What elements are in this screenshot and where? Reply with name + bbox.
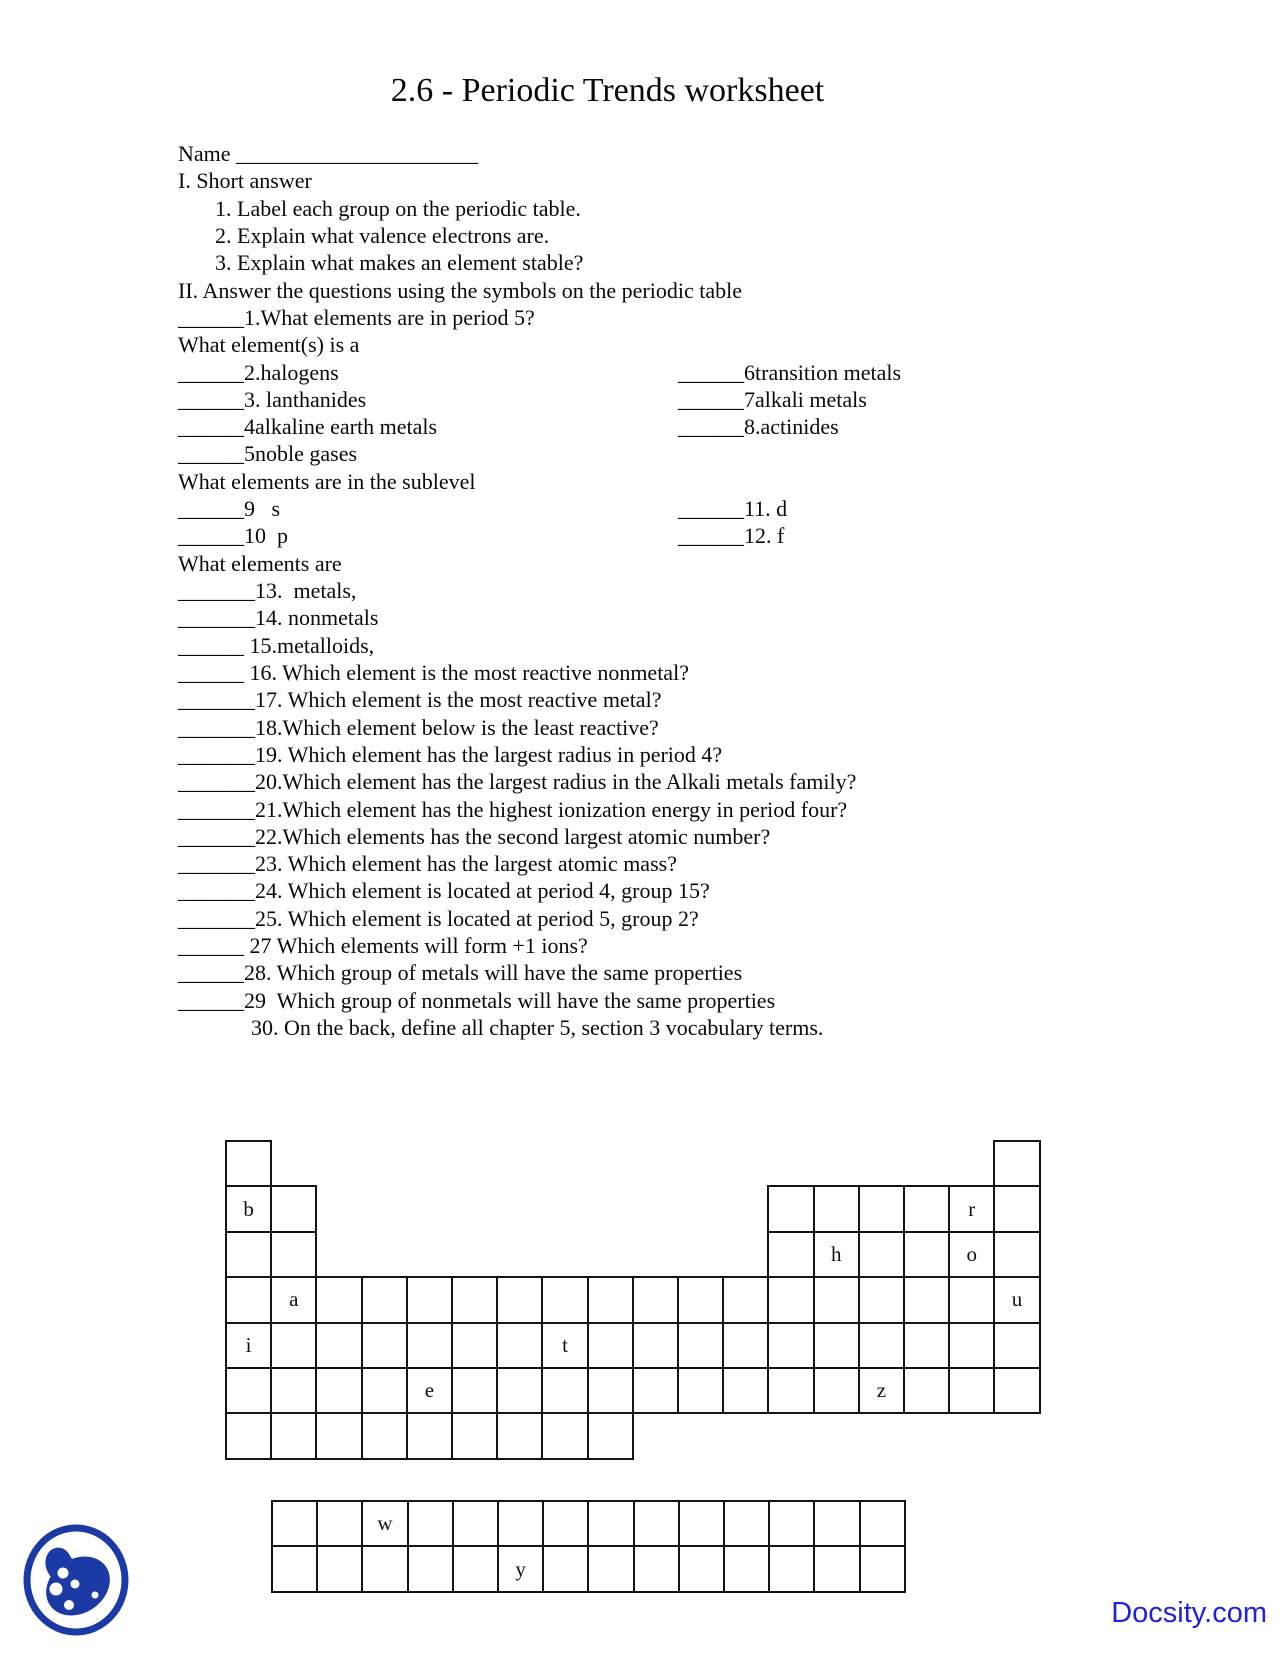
element-cell [496,1412,543,1459]
element-cell [722,1322,769,1369]
worksheet-line [178,522,1238,549]
line-text: ______ 27 Which elements will form +1 ions? [178,933,588,959]
line-text: What elements are [178,550,342,576]
element-cell [948,1276,995,1323]
line-text: 2. Explain what valence electrons are. [215,222,550,248]
line-text: ______9 s [178,496,281,522]
element-cell [858,1322,905,1369]
line-text: ______10 p [178,523,288,549]
element-cell [678,1545,725,1592]
line-text: _______25. Which element is located at period 5, group 2? [178,905,699,931]
worksheet-line [178,440,1238,467]
worksheet-line [178,577,1238,604]
element-cell [767,1276,814,1323]
worksheet-line [178,277,1238,304]
element-cell [993,1367,1040,1414]
element-cell [993,1231,1040,1278]
element-cell [993,1140,1040,1187]
element-cell [903,1231,950,1278]
element-cell-o: o [948,1231,995,1278]
element-cell [452,1545,499,1592]
element-cell [361,1276,408,1323]
element-cell [993,1322,1040,1369]
worksheet-line [178,140,1238,167]
element-cell [541,1367,588,1414]
element-cell [903,1185,950,1232]
element-cell [948,1322,995,1369]
line-text: _______19. Which element has the largest radius in period 4? [178,741,723,767]
element-cell [407,1500,454,1547]
worksheet-line [178,550,1238,577]
element-cell [496,1276,543,1323]
element-cell [767,1185,814,1232]
line-text: _______23. Which element has the largest atomic mass? [178,851,677,877]
logo-hole [92,1592,99,1599]
element-cell [587,1500,634,1547]
line-text: I. Short answer [178,168,312,194]
element-cell [813,1500,860,1547]
element-cell [270,1185,317,1232]
element-cell [678,1500,725,1547]
element-cell [541,1412,588,1459]
element-cell [315,1322,362,1369]
element-cell [271,1500,318,1547]
logo-hole [50,1583,63,1596]
element-cell [315,1276,362,1323]
element-cell-e: e [406,1367,453,1414]
worksheet-line [178,1014,1238,1041]
line-text-right-column: ______11. d [678,496,788,522]
element-cell-z: z [858,1367,905,1414]
worksheet-line [178,768,1238,795]
line-text: ______5noble gases [178,441,358,467]
element-cell-h: h [813,1231,860,1278]
docsity-watermark-link[interactable]: Docsity.com [1111,1597,1267,1629]
element-cell [813,1276,860,1323]
element-cell [767,1367,814,1414]
worksheet-line [178,359,1238,386]
worksheet-line [178,823,1238,850]
element-cell [858,1231,905,1278]
worksheet-line [178,796,1238,823]
line-text: What elements are in the sublevel [178,468,476,494]
element-cell [270,1231,317,1278]
logo-hole [71,1580,80,1589]
worksheet-line [178,659,1238,686]
element-cell [858,1276,905,1323]
element-cell [451,1322,498,1369]
element-cell [903,1276,950,1323]
element-cell-b: b [225,1185,272,1232]
element-cell [813,1545,860,1592]
worksheet-line [178,932,1238,959]
element-cell [722,1367,769,1414]
element-cell [406,1322,453,1369]
element-cell [903,1322,950,1369]
element-cell [496,1367,543,1414]
line-text: Name ______________________ [178,141,479,166]
element-cell [496,1322,543,1369]
element-cell [407,1545,454,1592]
logo-hole [64,1600,74,1610]
element-cell [903,1367,950,1414]
element-cell [722,1276,769,1323]
page-title: 2.6 - Periodic Trends worksheet [390,72,825,109]
element-cell [768,1500,815,1547]
line-text: _______17. Which element is the most reactive metal? [178,687,662,713]
line-text: ______ 16. Which element is the most reactive nonmetal? [178,659,689,685]
element-cell [271,1545,318,1592]
line-text: _______13. metals, [178,578,357,603]
worksheet-line [178,413,1238,440]
worksheet-line [178,331,1238,358]
line-text: II. Answer the questions using the symbols on the periodic table [178,277,742,303]
worksheet-line [178,877,1238,904]
line-text: ______2.halogens [178,359,339,385]
element-cell [587,1412,634,1459]
worksheet-line [178,714,1238,741]
element-cell [406,1412,453,1459]
element-cell [541,1276,588,1323]
element-cell [225,1367,272,1414]
element-cell-w: w [361,1500,408,1547]
element-cell [225,1276,272,1323]
element-cell [677,1322,724,1369]
element-cell [632,1367,679,1414]
element-cell [270,1367,317,1414]
element-cell [993,1185,1040,1232]
element-cell [813,1185,860,1232]
element-cell [813,1322,860,1369]
worksheet-line [178,386,1238,413]
element-cell [767,1322,814,1369]
element-cell [315,1412,362,1459]
line-text: ______4alkaline earth metals [178,414,438,440]
line-text: _______18.Which element below is the least reactive? [178,714,659,740]
worksheet-line [178,604,1238,631]
worksheet-line [178,249,1238,276]
element-cell [225,1412,272,1459]
line-text: ______ 15.metalloids, [178,632,375,658]
element-cell [225,1231,272,1278]
worksheet-line [178,304,1238,331]
element-cell [406,1276,453,1323]
element-cell [632,1276,679,1323]
worksheet-line [178,167,1238,194]
worksheet-line [178,632,1238,659]
element-cell [723,1545,770,1592]
line-text: ______29 Which group of nonmetals will have the same properties [178,987,776,1013]
element-cell [587,1322,634,1369]
element-cell [587,1276,634,1323]
element-cell [316,1500,363,1547]
line-text: _______24. Which element is located at period 4, group 15? [178,878,710,904]
element-cell [542,1500,589,1547]
line-text: 3. Explain what makes an element stable? [215,250,584,276]
line-text: _______21.Which element has the highest ionization energy in period four? [178,796,848,822]
element-cell-a: a [270,1276,317,1323]
element-cell [451,1276,498,1323]
element-cell [767,1231,814,1278]
line-text: ______3. lanthanides [178,386,367,412]
logo-hole [58,1568,69,1579]
element-cell [361,1545,408,1592]
line-text: 30. On the back, define all chapter 5, section 3 vocabulary terms. [251,1015,824,1040]
worksheet-line [178,905,1238,932]
line-text: ______1.What elements are in period 5? [178,304,535,330]
element-cell [225,1140,272,1187]
worksheet-line [178,850,1238,877]
line-text: What element(s) is a [178,332,360,358]
line-text-right-column: ______7alkali metals [678,386,867,412]
element-cell-t: t [541,1322,588,1369]
worksheet-line [178,495,1238,522]
worksheet-line [178,222,1238,249]
worksheet-line [178,686,1238,713]
element-cell [632,1322,679,1369]
element-cell [768,1545,815,1592]
element-cell [361,1367,408,1414]
element-cell [948,1367,995,1414]
line-text: 1. Label each group on the periodic table. [215,195,581,221]
element-cell [858,1185,905,1232]
element-cell [677,1276,724,1323]
line-text-right-column: ______6transition metals [678,359,902,385]
element-cell [361,1322,408,1369]
element-cell [633,1500,680,1547]
element-cell [316,1545,363,1592]
element-cell [859,1500,906,1547]
worksheet-line [178,959,1238,986]
element-cell [723,1500,770,1547]
element-cell-i: i [225,1322,272,1369]
worksheet-body [178,140,1238,1041]
element-cell [677,1367,724,1414]
element-cell [542,1545,589,1592]
worksheet-line [178,741,1238,768]
element-cell [451,1367,498,1414]
line-text: _______22.Which elements has the second largest atomic number? [178,823,771,849]
element-cell [315,1367,362,1414]
element-cell [859,1545,906,1592]
worksheet-line [178,195,1238,222]
line-text-right-column: ______12. f [678,523,785,549]
element-cell [633,1545,680,1592]
element-cell [270,1322,317,1369]
element-cell [270,1412,317,1459]
element-cell [451,1412,498,1459]
element-cell-r: r [948,1185,995,1232]
docsity-logo[interactable] [22,1521,130,1638]
element-cell [813,1367,860,1414]
line-text-right-column: ______8.actinides [678,414,839,440]
element-cell-y: y [497,1545,544,1592]
worksheet-line [178,987,1238,1014]
line-text: ______28. Which group of metals will have the same properties [178,960,743,986]
element-cell [452,1500,499,1547]
line-text: _______14. nonmetals [178,605,379,631]
element-cell [587,1367,634,1414]
element-cell [587,1545,634,1592]
line-text: _______20.Which element has the largest radius in the Alkali metals family? [178,769,857,795]
worksheet-line [178,468,1238,495]
element-cell [361,1412,408,1459]
element-cell-u: u [993,1276,1040,1323]
element-cell [497,1500,544,1547]
